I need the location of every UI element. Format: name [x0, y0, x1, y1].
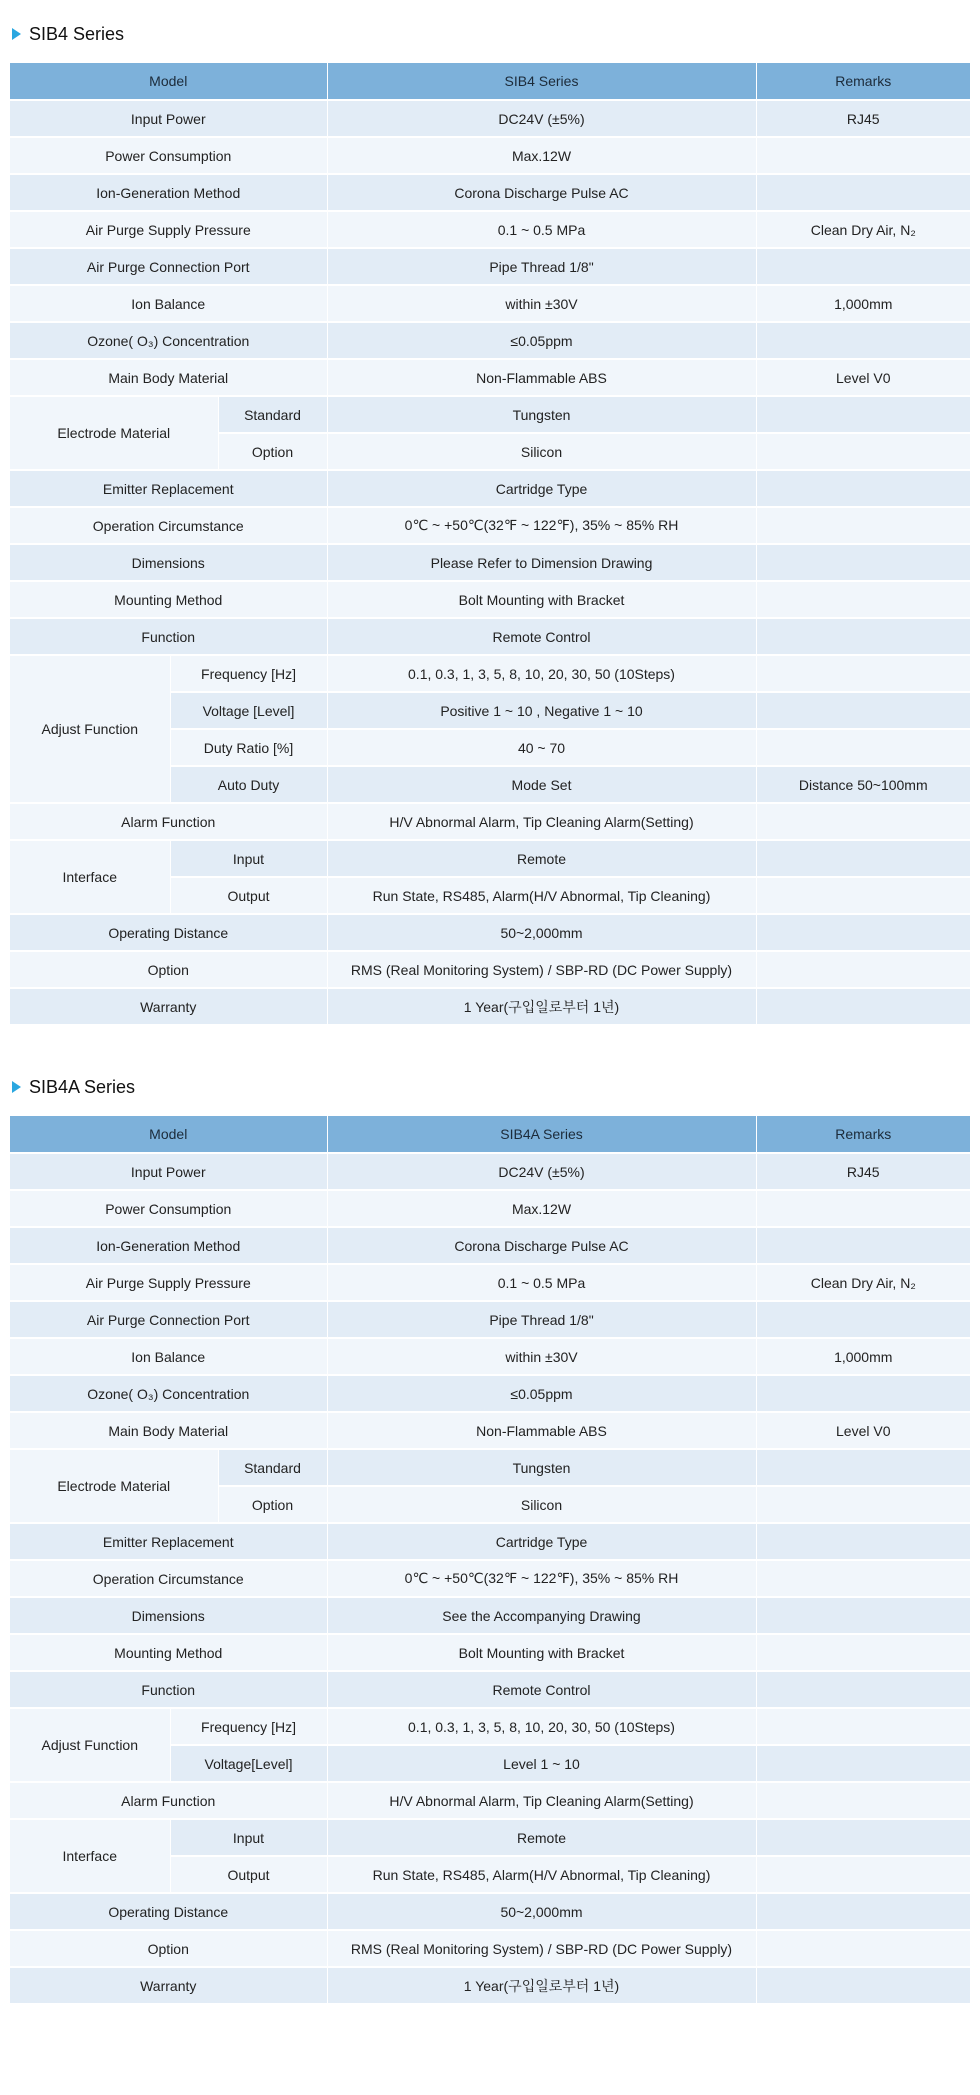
- table-row: [10, 544, 970, 581]
- header-model: Model: [10, 63, 327, 100]
- row-label: Ion Balance: [10, 285, 327, 322]
- row-label: Main Body Material: [10, 359, 327, 396]
- row-label: Air Purge Supply Pressure: [10, 211, 327, 248]
- row-label: Mounting Method: [10, 581, 327, 618]
- row-value: 40 ~ 70: [327, 729, 756, 766]
- row-remark: [756, 692, 970, 729]
- table-row: [10, 137, 970, 174]
- table-row: [10, 1634, 970, 1671]
- row-value: Bolt Mounting with Bracket: [327, 581, 756, 618]
- row-remark: [756, 729, 970, 766]
- row-value: Corona Discharge Pulse AC: [327, 1227, 756, 1264]
- row-remark: [756, 914, 970, 951]
- row-value: Tungsten: [327, 396, 756, 433]
- header-series: SIB4 Series: [327, 63, 756, 100]
- row-label: Warranty: [10, 988, 327, 1025]
- row-label: Dimensions: [10, 1597, 327, 1634]
- table-row: [10, 174, 970, 211]
- sub-label: Frequency [Hz]: [170, 1708, 327, 1745]
- row-value: within ±30V: [327, 285, 756, 322]
- row-remark: Clean Dry Air, N₂: [756, 211, 970, 248]
- row-label: Ion-Generation Method: [10, 174, 327, 211]
- row-value: Pipe Thread 1/8": [327, 248, 756, 285]
- table-header-row: [10, 1116, 970, 1153]
- row-remark: Level V0: [756, 1412, 970, 1449]
- row-value: 0.1, 0.3, 1, 3, 5, 8, 10, 20, 30, 50 (10Steps): [327, 1708, 756, 1745]
- table-row: [10, 1338, 970, 1375]
- table-row: [10, 1523, 970, 1560]
- section-title: [10, 17, 970, 51]
- row-label: Ozone( O₃) Concentration: [10, 1375, 327, 1412]
- bullet-triangle-icon: [12, 1081, 21, 1093]
- group-label: Interface: [10, 840, 170, 914]
- row-value: Non-Flammable ABS: [327, 1412, 756, 1449]
- row-value: Corona Discharge Pulse AC: [327, 174, 756, 211]
- row-remark: [756, 248, 970, 285]
- header-model: Model: [10, 1116, 327, 1153]
- table-row: [10, 655, 970, 692]
- row-value: 50~2,000mm: [327, 1893, 756, 1930]
- row-label: Input Power: [10, 100, 327, 137]
- table-row: [10, 988, 970, 1025]
- row-remark: [756, 396, 970, 433]
- row-remark: [756, 507, 970, 544]
- row-value: Silicon: [327, 433, 756, 470]
- row-remark: [756, 803, 970, 840]
- row-value: Cartridge Type: [327, 470, 756, 507]
- row-remark: [756, 433, 970, 470]
- row-remark: [756, 840, 970, 877]
- table-row: [10, 914, 970, 951]
- header-series: SIB4A Series: [327, 1116, 756, 1153]
- row-remark: [756, 1190, 970, 1227]
- row-remark: [756, 1930, 970, 1967]
- row-value: ≤0.05ppm: [327, 1375, 756, 1412]
- table-row: [10, 1930, 970, 1967]
- row-value: ≤0.05ppm: [327, 322, 756, 359]
- row-remark: [756, 1671, 970, 1708]
- row-value: Tungsten: [327, 1449, 756, 1486]
- row-remark: [756, 1486, 970, 1523]
- row-value: H/V Abnormal Alarm, Tip Cleaning Alarm(Setting): [327, 803, 756, 840]
- table-header-row: [10, 63, 970, 100]
- row-value: Remote: [327, 1819, 756, 1856]
- sub-label: Output: [170, 877, 327, 914]
- sub-label: Input: [170, 1819, 327, 1856]
- row-remark: [756, 1745, 970, 1782]
- table-row: [10, 1671, 970, 1708]
- table-row: [10, 1560, 970, 1597]
- row-remark: [756, 877, 970, 914]
- row-value: within ±30V: [327, 1338, 756, 1375]
- row-value: Max.12W: [327, 137, 756, 174]
- row-value: 0℃ ~ +50℃(32℉ ~ 122℉), 35% ~ 85% RH: [327, 1560, 756, 1597]
- table-row: [10, 803, 970, 840]
- row-remark: 1,000mm: [756, 285, 970, 322]
- sub-label: Option: [218, 433, 327, 470]
- row-value: See the Accompanying Drawing: [327, 1597, 756, 1634]
- row-remark: [756, 1856, 970, 1893]
- row-label: Function: [10, 618, 327, 655]
- row-value: Mode Set: [327, 766, 756, 803]
- table-row: [10, 1819, 970, 1856]
- sub-label: Voltage[Level]: [170, 1745, 327, 1782]
- row-remark: RJ45: [756, 100, 970, 137]
- row-value: Max.12W: [327, 1190, 756, 1227]
- row-label: Operating Distance: [10, 1893, 327, 1930]
- table-row: [10, 1449, 970, 1486]
- table-row: [10, 581, 970, 618]
- row-value: 1 Year(구입일로부터 1년): [327, 1967, 756, 2004]
- row-label: Option: [10, 1930, 327, 1967]
- row-remark: [756, 544, 970, 581]
- row-value: Positive 1 ~ 10 , Negative 1 ~ 10: [327, 692, 756, 729]
- row-label: Emitter Replacement: [10, 1523, 327, 1560]
- row-label: Input Power: [10, 1153, 327, 1190]
- table-row: [10, 1264, 970, 1301]
- row-value: Run State, RS485, Alarm(H/V Abnormal, Tip Cleaning): [327, 877, 756, 914]
- table-row: [10, 211, 970, 248]
- row-remark: [756, 581, 970, 618]
- table-row: [10, 1301, 970, 1338]
- row-remark: [756, 951, 970, 988]
- table-row: [10, 1412, 970, 1449]
- sub-label: Standard: [218, 1449, 327, 1486]
- row-remark: [756, 1819, 970, 1856]
- row-remark: [756, 618, 970, 655]
- row-value: Level 1 ~ 10: [327, 1745, 756, 1782]
- group-label: Interface: [10, 1819, 170, 1893]
- table-row: [10, 359, 970, 396]
- row-remark: [756, 322, 970, 359]
- table-row: [10, 322, 970, 359]
- group-label: Electrode Material: [10, 1449, 218, 1523]
- spec-table: [10, 63, 970, 1026]
- row-label: Dimensions: [10, 544, 327, 581]
- row-remark: [756, 1967, 970, 2004]
- section-title-text: SIB4 Series: [29, 23, 125, 44]
- row-remark: [756, 174, 970, 211]
- header-remarks: Remarks: [756, 63, 970, 100]
- row-value: Run State, RS485, Alarm(H/V Abnormal, Tip Cleaning): [327, 1856, 756, 1893]
- table-row: [10, 1375, 970, 1412]
- row-value: Silicon: [327, 1486, 756, 1523]
- row-value: Non-Flammable ABS: [327, 359, 756, 396]
- table-row: [10, 1597, 970, 1634]
- row-label: Ion-Generation Method: [10, 1227, 327, 1264]
- sub-label: Frequency [Hz]: [170, 655, 327, 692]
- group-label: Electrode Material: [10, 396, 218, 470]
- sub-label: Voltage [Level]: [170, 692, 327, 729]
- bullet-triangle-icon: [12, 28, 21, 40]
- row-value: RMS (Real Monitoring System) / SBP-RD (DC Power Supply): [327, 1930, 756, 1967]
- row-value: 0.1 ~ 0.5 MPa: [327, 211, 756, 248]
- row-value: DC24V (±5%): [327, 1153, 756, 1190]
- row-value: Remote: [327, 840, 756, 877]
- sub-label: Option: [218, 1486, 327, 1523]
- row-remark: Level V0: [756, 359, 970, 396]
- sub-label: Output: [170, 1856, 327, 1893]
- sib4a-section: [10, 1070, 970, 2005]
- row-remark: [756, 470, 970, 507]
- row-label: Option: [10, 951, 327, 988]
- row-label: Operating Distance: [10, 914, 327, 951]
- table-row: [10, 248, 970, 285]
- row-value: DC24V (±5%): [327, 100, 756, 137]
- section-title: [10, 1070, 970, 1104]
- row-label: Air Purge Connection Port: [10, 1301, 327, 1338]
- row-value: 0℃ ~ +50℃(32℉ ~ 122℉), 35% ~ 85% RH: [327, 507, 756, 544]
- sub-label: Auto Duty: [170, 766, 327, 803]
- sub-label: Duty Ratio [%]: [170, 729, 327, 766]
- row-value: Remote Control: [327, 618, 756, 655]
- table-row: [10, 1967, 970, 2004]
- row-remark: [756, 1893, 970, 1930]
- row-remark: [756, 1375, 970, 1412]
- row-remark: [756, 1634, 970, 1671]
- row-label: Air Purge Supply Pressure: [10, 1264, 327, 1301]
- row-value: RMS (Real Monitoring System) / SBP-RD (DC Power Supply): [327, 951, 756, 988]
- row-remark: Distance 50~100mm: [756, 766, 970, 803]
- table-row: [10, 1153, 970, 1190]
- table-row: [10, 951, 970, 988]
- row-value: Please Refer to Dimension Drawing: [327, 544, 756, 581]
- section-title-text: SIB4A Series: [29, 1076, 136, 1097]
- row-label: Mounting Method: [10, 1634, 327, 1671]
- row-remark: RJ45: [756, 1153, 970, 1190]
- row-label: Ozone( O₃) Concentration: [10, 322, 327, 359]
- row-label: Air Purge Connection Port: [10, 248, 327, 285]
- row-remark: [756, 1301, 970, 1338]
- group-label: Adjust Function: [10, 655, 170, 803]
- row-remark: [756, 1560, 970, 1597]
- row-label: Main Body Material: [10, 1412, 327, 1449]
- spec-table: [10, 1116, 970, 2005]
- table-row: [10, 1782, 970, 1819]
- table-row: [10, 396, 970, 433]
- row-remark: [756, 137, 970, 174]
- row-value: Bolt Mounting with Bracket: [327, 1634, 756, 1671]
- table-row: [10, 470, 970, 507]
- row-value: Remote Control: [327, 1671, 756, 1708]
- row-label: Alarm Function: [10, 803, 327, 840]
- row-label: Power Consumption: [10, 1190, 327, 1227]
- row-label: Power Consumption: [10, 137, 327, 174]
- row-value: 0.1, 0.3, 1, 3, 5, 8, 10, 20, 30, 50 (10Steps): [327, 655, 756, 692]
- row-label: Emitter Replacement: [10, 470, 327, 507]
- row-remark: [756, 1449, 970, 1486]
- row-label: Ion Balance: [10, 1338, 327, 1375]
- table-row: [10, 285, 970, 322]
- row-label: Alarm Function: [10, 1782, 327, 1819]
- table-row: [10, 840, 970, 877]
- header-remarks: Remarks: [756, 1116, 970, 1153]
- row-remark: [756, 1708, 970, 1745]
- row-label: Function: [10, 1671, 327, 1708]
- row-remark: [756, 988, 970, 1025]
- row-value: 0.1 ~ 0.5 MPa: [327, 1264, 756, 1301]
- sub-label: Standard: [218, 396, 327, 433]
- row-value: 1 Year(구입일로부터 1년): [327, 988, 756, 1025]
- row-remark: [756, 1782, 970, 1819]
- sib4-section: [10, 17, 970, 1026]
- row-value: H/V Abnormal Alarm, Tip Cleaning Alarm(Setting): [327, 1782, 756, 1819]
- table-row: [10, 100, 970, 137]
- row-remark: 1,000mm: [756, 1338, 970, 1375]
- sub-label: Input: [170, 840, 327, 877]
- row-label: Operation Circumstance: [10, 1560, 327, 1597]
- row-label: Warranty: [10, 1967, 327, 2004]
- group-label: Adjust Function: [10, 1708, 170, 1782]
- row-label: Operation Circumstance: [10, 507, 327, 544]
- table-row: [10, 1190, 970, 1227]
- row-remark: [756, 1523, 970, 1560]
- row-remark: [756, 1227, 970, 1264]
- row-value: Cartridge Type: [327, 1523, 756, 1560]
- table-row: [10, 507, 970, 544]
- table-row: [10, 1893, 970, 1930]
- row-remark: [756, 655, 970, 692]
- table-row: [10, 1708, 970, 1745]
- table-row: [10, 1227, 970, 1264]
- row-value: 50~2,000mm: [327, 914, 756, 951]
- row-value: Pipe Thread 1/8": [327, 1301, 756, 1338]
- row-remark: Clean Dry Air, N₂: [756, 1264, 970, 1301]
- row-remark: [756, 1597, 970, 1634]
- table-row: [10, 618, 970, 655]
